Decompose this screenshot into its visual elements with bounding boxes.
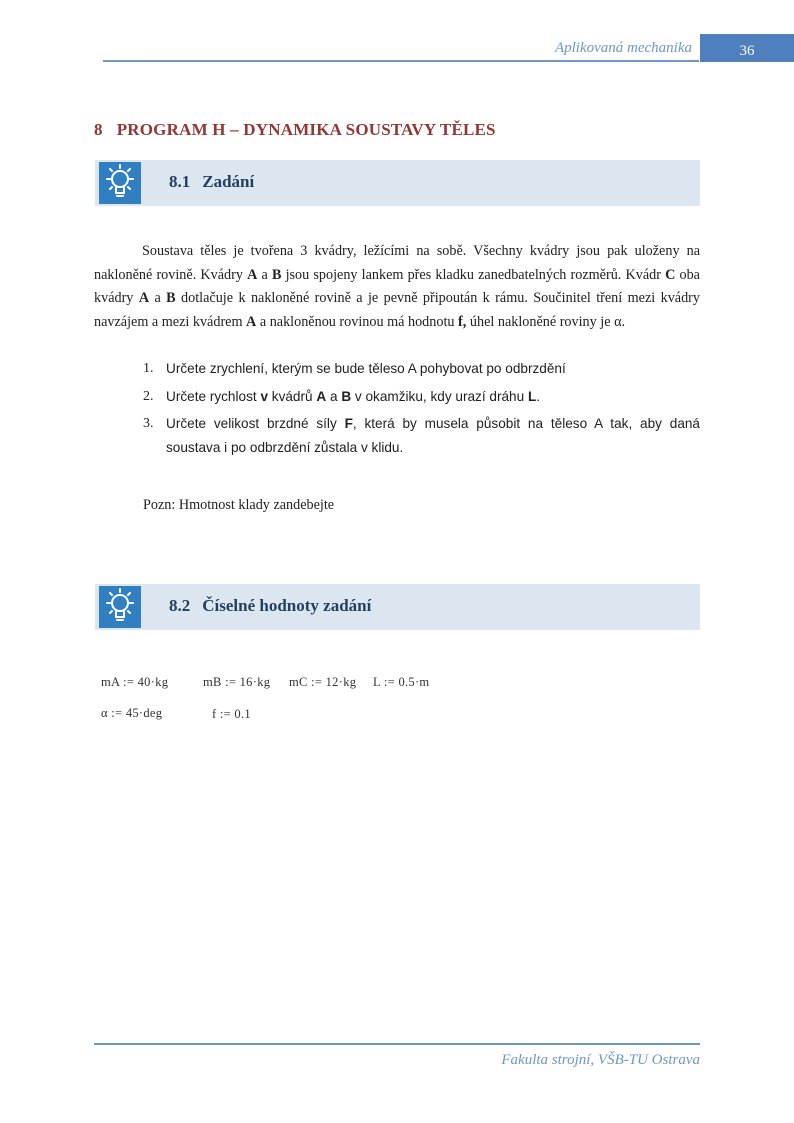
value-mC: mC := 12·kg bbox=[289, 675, 357, 689]
lightbulb-icon bbox=[99, 586, 141, 628]
text-bold: B bbox=[341, 388, 352, 404]
header-rule bbox=[103, 60, 699, 62]
section-number: 8.2 bbox=[169, 596, 191, 615]
header-title: Aplikovaná mechanika bbox=[554, 40, 692, 56]
value-L: L := 0.5·m bbox=[373, 675, 430, 689]
text-bold: A bbox=[247, 266, 258, 283]
footer-text: Fakulta strojní, VŠB-TU Ostrava bbox=[501, 1052, 700, 1068]
text: a bbox=[149, 290, 167, 306]
list-text: Určete velikost brzdné síly bbox=[166, 416, 345, 431]
alpha-symbol: α bbox=[614, 313, 622, 330]
value-mA: mA := 40·kg bbox=[101, 675, 169, 689]
text: jsou spojeny lankem přes kladku zanedbatelných rozměrů. Kvádr bbox=[281, 266, 666, 283]
text: Soustava těles je tvořena 3 kvádry, ležícími na sobě. Všechny kvádry jsou pak uloženy na nakloněné rovině. Kvádry bbox=[94, 243, 700, 283]
list-text: v okamžiku, kdy urazí dráhu bbox=[351, 388, 528, 404]
note: Pozn: Hmotnost klady zandebejte bbox=[143, 497, 335, 513]
text-bold: A bbox=[246, 313, 257, 330]
section-title bbox=[169, 596, 371, 616]
chapter-title: PROGRAM H – DYNAMIKA SOUSTAVY TĚLES bbox=[116, 120, 496, 139]
lightbulb-icon bbox=[99, 162, 141, 204]
list-number: 1. bbox=[143, 361, 154, 376]
text: . bbox=[621, 313, 626, 330]
list-item bbox=[143, 412, 700, 459]
text: úhel nakloněné roviny je bbox=[466, 313, 615, 330]
list-item bbox=[143, 357, 700, 381]
list-number: 2. bbox=[143, 388, 154, 404]
assignment-paragraph bbox=[94, 240, 700, 334]
list-text: Určete rychlost bbox=[166, 388, 261, 404]
list-text: , která by musela působit na těleso A tak, aby daná soustava i po odbrzdění zůstala v klidu. bbox=[166, 416, 700, 455]
text-bold: v bbox=[260, 388, 268, 404]
footer-rule bbox=[94, 1043, 700, 1045]
chapter-heading bbox=[94, 120, 496, 140]
value-mB: mB := 16·kg bbox=[203, 675, 271, 689]
section-title bbox=[169, 172, 254, 192]
list-item bbox=[143, 385, 700, 409]
list-number: 3. bbox=[143, 416, 154, 431]
text-bold: F bbox=[344, 416, 353, 431]
list-text: a bbox=[326, 388, 342, 404]
value-f: f := 0.1 bbox=[212, 707, 251, 721]
text: a nakloněnou rovinou má hodnotu bbox=[256, 313, 459, 330]
value-alpha: α := 45·deg bbox=[101, 706, 163, 720]
list-text: Určete zrychlení, kterým se bude těleso A pohybovat po odbrzdění bbox=[166, 361, 566, 376]
text-bold: A bbox=[316, 388, 327, 404]
section-number: 8.1 bbox=[169, 172, 191, 191]
section-label: Číselné hodnoty zadání bbox=[202, 596, 372, 615]
section-banner-hodnoty bbox=[95, 584, 700, 630]
chapter-number: 8 bbox=[94, 120, 103, 139]
text: dotlačuje k nakloněné rovině a je pevně připoután k rámu. Součinitel tření mezi kvádry navzájem a mezi kvádrem bbox=[94, 290, 700, 330]
text: oba kvádry bbox=[94, 266, 700, 306]
text-bold: C bbox=[665, 266, 676, 283]
text-bold: f, bbox=[458, 313, 467, 330]
text-bold: B bbox=[166, 290, 176, 306]
text-bold: A bbox=[138, 290, 150, 306]
list-text: kvádrů bbox=[268, 388, 317, 404]
section-banner-zadani bbox=[95, 160, 700, 206]
page-number: 36 bbox=[700, 34, 794, 62]
section-label: Zadání bbox=[202, 172, 255, 191]
text-bold: B bbox=[271, 266, 282, 283]
text: a bbox=[257, 266, 272, 283]
list-text: . bbox=[536, 388, 541, 404]
task-list bbox=[143, 357, 700, 463]
text-bold: L bbox=[527, 388, 537, 404]
